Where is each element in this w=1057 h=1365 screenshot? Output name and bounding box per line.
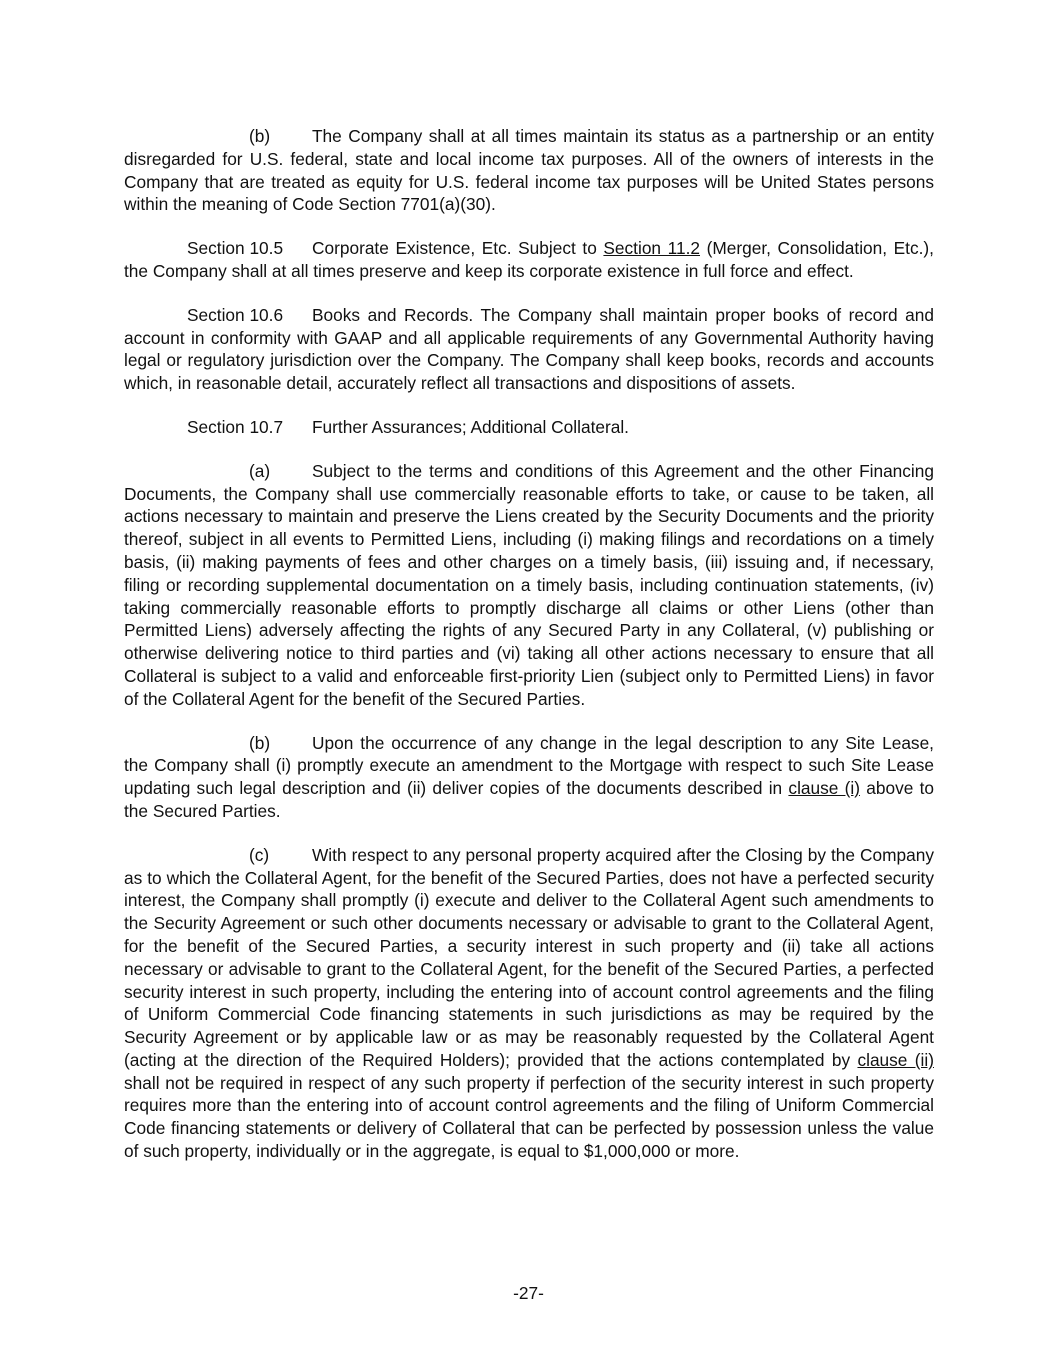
section-text: The Company shall maintain proper books of record and account in conformity with GAAP and all applicable requirements of any Governmental Authority having legal or regulatory jurisdiction over the Company. The Company shall keep books, records and accounts which, in reasonable detail, accurately reflect all transactions and dispositions of assets. [124,304,935,394]
paragraph-label: (b) [249,732,271,753]
section-number: Section 10.5 [187,238,284,259]
section-title: Further Assurances; Additional Collateral. [312,416,629,437]
section-10-6 [124,304,934,395]
paragraph-text: Upon the occurrence of any change in the legal description to any Site Lease, the Company shall (i) promptly execute an amendment to the Mortgage with respect to such Site Lease updating such legal description and (ii) deliver copies of the documents described in [124,732,934,799]
section-title: Books and Records. [312,304,474,325]
section-10-7-c [124,844,934,1163]
cross-reference-link: clause (ii) [857,1049,934,1070]
section-text: (Merger, Consolidation, Etc.), the Company shall at all times preserve and keep its corporate existence in full force and effect. [124,238,934,281]
cross-reference-link: clause (i) [788,778,860,799]
paragraph-text: Subject to the terms and conditions of this Agreement and the other Financing Documents, the Company shall use commercially reasonable efforts to take, or cause to be taken, all actions necessary to maintain and preserve the Liens created by the Security Documents and the priority thereof, subject in all events to Permitted Liens, including (i) making filings and recordations on a timely basis, (ii) making payments of fees and other charges on a timely basis, (iii) issuing and, if necessary, filing or recording supplemental documentation on a timely basis, including continuation statements, (iv) taking commercially reasonable efforts to promptly discharge all claims or other Liens (other than Permitted Liens) adversely affecting the rights of any Secured Party in any Collateral, (v) publishing or otherwise delivering notice to third parties and (vi) taking all other actions necessary to ensure that all Collateral is subject to a valid and enforceable first-priority Lien (subject only to Permitted Liens) in favor of the Collateral Agent for the benefit of the Secured Parties. [124,460,934,709]
section-10-7-heading [124,416,934,439]
paragraph-text: shall not be required in respect of any such property if perfection of the security interest in such property requires more than the entering into of account control agreements and the filing of Uniform Commercial Code financing statements or delivery of Collateral that can be perfected by possession unless the value of such property, individually or in the aggregate, is equal to $1,000,000 or more. [124,1072,934,1162]
section-title: Corporate Existence, Etc. [312,238,512,259]
section-10-7-b [124,732,934,823]
page-number: -27- [513,1283,544,1303]
section-10-5 [124,237,934,283]
paragraph-text: With respect to any personal property acquired after the Closing by the Company as to which the Collateral Agent, for the benefit of the Secured Parties, does not have a perfected security interest, the Company shall promptly (i) execute and deliver to the Collateral Agent such amendments to the Security Agreement or such other documents necessary or advisable to grant to the Collateral Agent, for the benefit of the Secured Parties, a security interest in such property and (ii) take all actions necessary or advisable to grant to the Collateral Agent, for the benefit of the Secured Parties, a perfected security interest in such property, including the entering into of account control agreements and the filing of Uniform Commercial Code financing statements in such jurisdictions as may be required by the Security Agreement or by applicable law or as may be reasonably requested by the Collateral Agent (acting at the direction of the Required Holders); provided that the actions contemplated by [124,844,934,1070]
document-page [124,125,934,1184]
paragraph-b-tax-status [124,125,934,216]
section-number: Section 10.7 [187,416,284,437]
paragraph-label: (b) [249,126,271,146]
section-number: Section 10.6 [187,304,284,325]
cross-reference-link: Section 11.2 [603,238,700,259]
paragraph-label: (c) [249,844,270,865]
paragraph-label: (a) [249,460,271,481]
section-text: Subject to [511,238,604,259]
section-10-7-a [124,460,934,711]
paragraph-text: above to the Secured Parties. [124,778,934,821]
paragraph-text: The Company shall at all times maintain its status as a partnership or an entity disregarded for U.S. federal, state and local income tax purposes. All of the owners of interests in the Company that are treated as equity for U.S. federal income tax purposes will be United States persons within the meaning of Code Section 7701(a)(30). [124,126,934,215]
